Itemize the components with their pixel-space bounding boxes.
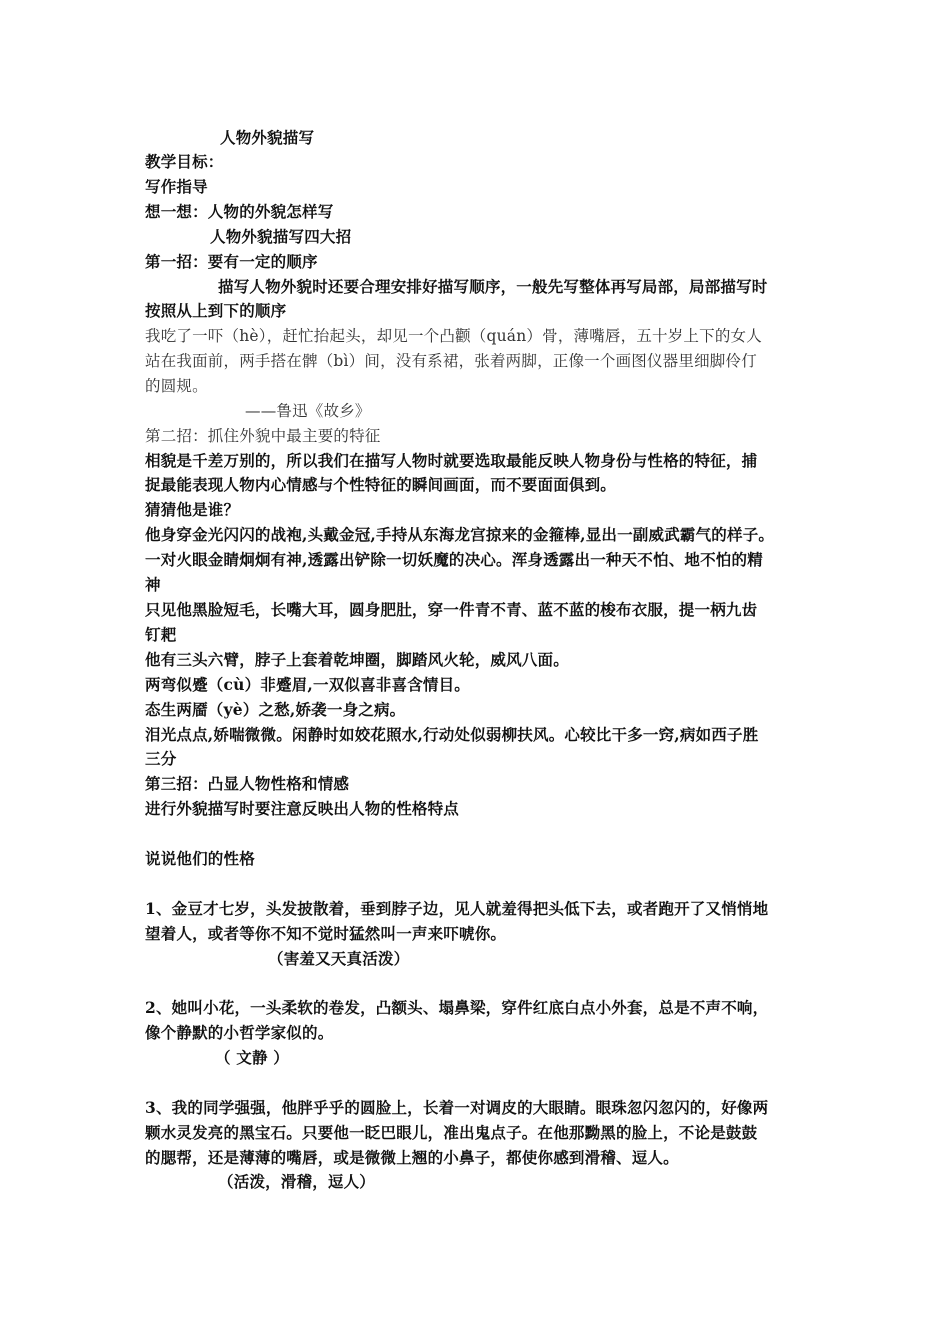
tip2-desc-line: 相貌是千差万别的，所以我们在描写人物时就要选取最能反映人物身份与性格的特征，捕 [145, 451, 758, 470]
four-tips-heading: 人物外貌描写四大招 [210, 227, 352, 246]
item-1-line: 望着人，或者等你不知不觉时猛然叫一声来吓唬你。 [145, 924, 507, 943]
item-3-line: 3、我的同学强强，他胖乎乎的圆脸上，长着一对调皮的大眼睛。眼珠忽闪忽闪的，好像两 [145, 1098, 769, 1117]
document-title: 人物外貌描写 [220, 128, 315, 147]
guess-example-line: 只见他黑脸短毛，长嘴大耳，圆身肥肚，穿一件青不青、蓝不蓝的梭布衣服，提一柄九齿 [145, 600, 758, 619]
tip1-desc-line: 按照从上到下的顺序 [145, 301, 287, 320]
tip1-example-line: 的圆规。 [145, 377, 208, 395]
writing-guide-heading: 写作指导 [145, 177, 208, 196]
teaching-goal-label: 教学目标： [145, 152, 224, 171]
item-1-line: 1、金豆才七岁，头发披散着，垂到脖子边，见人就羞得把头低下去，或者跑开了又悄悄地 [145, 899, 769, 918]
guess-heading: 猜猜他是谁？ [145, 500, 240, 519]
tip2-heading: 第二招：抓住外貌中最主要的特征 [145, 427, 381, 445]
tip1-source: ——鲁迅《故乡》 [245, 402, 371, 420]
guess-example-line: 态生两靥（yè）之愁,娇袭一身之病。 [145, 700, 406, 719]
item-3-answer: （活泼，滑稽，逗人） [218, 1172, 376, 1191]
tip1-desc-line: 描写人物外貌时还要合理安排好描写顺序，一般先写整体再写局部，局部描写时 [218, 277, 768, 296]
guess-example-line: 他身穿金光闪闪的战袍,头戴金冠,手持从东海龙宫掠来的金箍棒,显出一副威武霸气的样子。 [145, 525, 775, 544]
item-3-line: 颗水灵发亮的黑宝石。只要他一眨巴眼儿，准出鬼点子。在他那黝黑的脸上，不论是鼓鼓 [145, 1123, 758, 1142]
guess-example-line: 神 [145, 575, 161, 594]
item-1-answer: （害羞又天真活泼） [268, 949, 410, 968]
item-2-line: 像个静默的小哲学家似的。 [145, 1023, 334, 1042]
tip3-heading: 第三招：凸显人物性格和情感 [145, 774, 350, 793]
tip2-desc-line: 捉最能表现人物内心情感与个性特征的瞬间画面，而不要面面俱到。 [145, 475, 617, 494]
talk-heading: 说说他们的性格 [145, 849, 255, 868]
guess-example-line: 三分 [145, 749, 177, 768]
guess-example-line: 钉耙 [145, 625, 177, 644]
guess-example-line: 两弯似蹙（cù）非蹙眉,一双似喜非喜含情目。 [145, 675, 471, 694]
tip1-example-line: 我吃了一吓（hè），赶忙抬起头，却见一个凸颧（quán）骨，薄嘴唇，五十岁上下的女人 [145, 327, 762, 345]
guess-example-line: 他有三头六臂，脖子上套着乾坤圈，脚踏风火轮，威风八面。 [145, 650, 569, 669]
tip3-desc: 进行外貌描写时要注意反映出人物的性格特点 [145, 799, 460, 818]
item-2-answer: （ 文静 ） [215, 1048, 289, 1067]
think-heading: 想一想：人物的外貌怎样写 [145, 202, 334, 221]
tip1-example-line: 站在我面前，两手搭在髀（bì）间，没有系裙，张着两脚，正像一个画图仪器里细脚伶仃 [145, 352, 757, 370]
item-2-line: 2、她叫小花，一头柔软的卷发，凸额头、塌鼻梁，穿件红底白点小外套，总是不声不响， [145, 998, 769, 1017]
item-3-line: 的腮帮，还是薄薄的嘴唇，或是微微上翘的小鼻子，都使你感到滑稽、逗人。 [145, 1148, 679, 1167]
guess-example-line: 一对火眼金睛炯炯有神,透露出铲除一切妖魔的决心。浑身透露出一种天不怕、地不怕的精 [145, 550, 763, 569]
tip1-heading: 第一招：要有一定的顺序 [145, 252, 318, 271]
guess-example-line: 泪光点点,娇喘微微。闲静时如姣花照水,行动处似弱柳扶风。心较比干多一窍,病如西子胜 [145, 725, 759, 744]
